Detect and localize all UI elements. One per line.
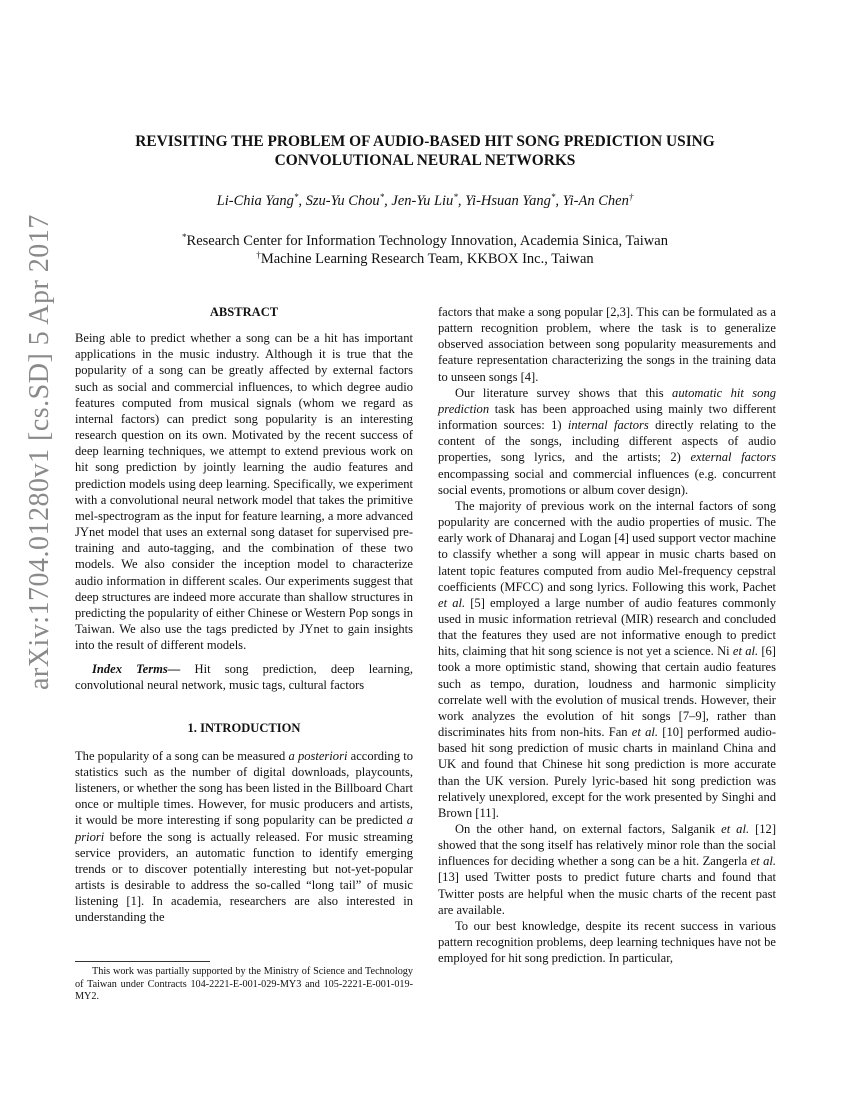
author-mark: * <box>293 192 299 202</box>
author-mark: * <box>379 192 385 202</box>
footnote <box>75 961 413 1004</box>
body-paragraph: To our best knowledge, despite its recent success in various pattern recognition problems, deep learning techniques have not be employed for hit song prediction. In particular, <box>438 918 776 966</box>
author-mark: * <box>453 192 458 202</box>
abstract-text: Being able to predict whether a song can be a hit has important applications in the music industry. Although it is true that the popularity of a song can be greatly affected by external factors such as social and commercial influences, to which degree audio features computed from musical signals (whom we regard as internal factors) can predict song popularity is an interesting research question on its own. Motivated by the recent success of deep learning techniques, we attempt to extend previous work on hit song prediction by jointly learning the audio features and prediction models using deep learning. Specifically, we experiment with a convolutional neural network model that takes the primitive mel-spectrogram as the input for feature learning, a more advanced JYnet model that uses an external song dataset for supervised pre-training and auto-tagging, and the combination of these two models. We also consider the inception model to characterize audio information in different scales. Our experiments suggest that deep structures are indeed more accurate than shallow structures in predicting the popularity of either Chinese or Western Pop songs in Taiwan. We also use the tags predicted by JYnet to gain insights into the result of different models. <box>75 331 413 653</box>
author-list: Li-Chia Yang*, Szu-Yu Chou*, Jen-Yu Liu*, Yi-Hsuan Yang*, Yi-An Chen† <box>216 192 634 209</box>
body-paragraph: Our literature survey shows that this automatic hit song prediction task has been approached using mainly two different information sources: 1) internal factors directly relating to the content of the songs, including different aspects of audio properties, song lyrics, and the artists; 2) external factors encompassing social and commercial influences (e.g. concurrent social events, promotions or album cover design). <box>438 385 777 497</box>
author-mark: † <box>628 192 634 202</box>
paper-title: REVISITING THE PROBLEM OF AUDIO-BASED HIT SONG PREDICTION USING CONVOLUTIONAL NEURAL NETWORKS <box>135 133 715 169</box>
abstract-heading: ABSTRACT <box>209 305 279 319</box>
body-paragraph: On the other hand, on external factors, Salganik et al. [12] showed that the song itself has relatively minor role than the social influences for deciding whether a song can be a hit. Zangerla et al. [13] used Twitter posts to predict future charts and found that Twitter posts are helpful when the music charts of the recent past are available. <box>438 822 776 917</box>
affiliation-line <box>90 250 760 268</box>
affiliation-line <box>90 232 760 250</box>
affiliation-mark: † <box>256 250 261 260</box>
intro-paragraph: The popularity of a song can be measured a posteriori according to statistics such as the number of digital downloads, playcounts, listeners, or whether the song has been listed in the Billboard Chart once or multiple times. However, for music producers and artists, it would be more interesting if song popularity can be predicted a priori before the song is actually released. For music streaming service providers, an automatic function to identify emerging trends or to discover potentially interesting but not-yet-popular artists is desirable to address the so-called “long tail” of music listening [1]. In academia, researchers are also interested in understanding the <box>75 748 414 925</box>
body-paragraph: factors that make a song popular [2,3]. This can be formulated as a pattern recognition problem, where the task is to generalize observed association between song popularity measurements and feature representation characterizing the songs in the training data to unseen songs [4]. <box>438 305 776 384</box>
footnote-text: This work was partially supported by the Ministry of Science and Technology of Taiwan under Contracts 104-2221-E-001-029-MY3 and 105-2221-E-001-019-MY2. <box>75 966 413 1002</box>
author-mark: * <box>550 192 556 202</box>
author-name: Szu-Yu Chou <box>305 193 380 209</box>
affiliation-text: Machine Learning Research Team, KKBOX Inc., Taiwan <box>260 251 594 267</box>
arxiv-identifier: arXiv:1704.01280v1 [cs.SD] 5 Apr 2017 <box>24 214 55 690</box>
introduction-heading: 1. INTRODUCTION <box>187 720 301 735</box>
affiliations <box>90 232 760 268</box>
author-name: Yi-An Chen <box>562 193 629 209</box>
affiliation-text: Research Center for Information Technology Innovation, Academia Sinica, Taiwan <box>186 233 668 249</box>
index-terms-text: Hit song prediction, deep learning, convolutional neural network, music tags, cultural factors <box>75 662 413 693</box>
index-terms <box>75 661 413 693</box>
author-name: Jen-Yu Liu <box>391 193 454 209</box>
author-name: Yi-Hsuan Yang <box>465 193 551 209</box>
author-name: Li-Chia Yang <box>216 193 294 209</box>
affiliation-mark: * <box>182 232 187 242</box>
body-paragraph: The majority of previous work on the internal factors of song popularity are concerned with the audio properties of music. The early work of Dhanaraj and Logan [4] used support vector machine to classify whether a song will appear in music charts based on latent topic features computed from audio Mel-frequency cepstral coefficients (MFCC) and song lyrics. Following this work, Pachet et al. [5] employed a large number of audio features commonly used in music information retrieval (MIR) research and concluded that the features they used are not informative enough to predict hits, claiming that hit song science is not yet a science. Ni et al. [6] took a more optimistic stand, showing that certain audio features such as tempo, duration, loudness and harmonic simplicity correlate well with the evolution of musical trends. However, their work analyzes the evolution of hit songs [7–9], rather than discriminates hits from non-hits. Fan et al. [10] performed audio-based hit song prediction of music charts in mainland China and UK and found that Chinese hit song prediction is more accurate than the UK version. Purely lyric-based hit song prediction was relatively unexplored, except for the work presented by Singhi and Brown [11]. <box>438 498 777 820</box>
index-terms-label: Index Terms— <box>92 662 181 677</box>
left-column <box>75 304 413 925</box>
right-column <box>438 304 776 966</box>
footnote-rule <box>75 961 210 962</box>
